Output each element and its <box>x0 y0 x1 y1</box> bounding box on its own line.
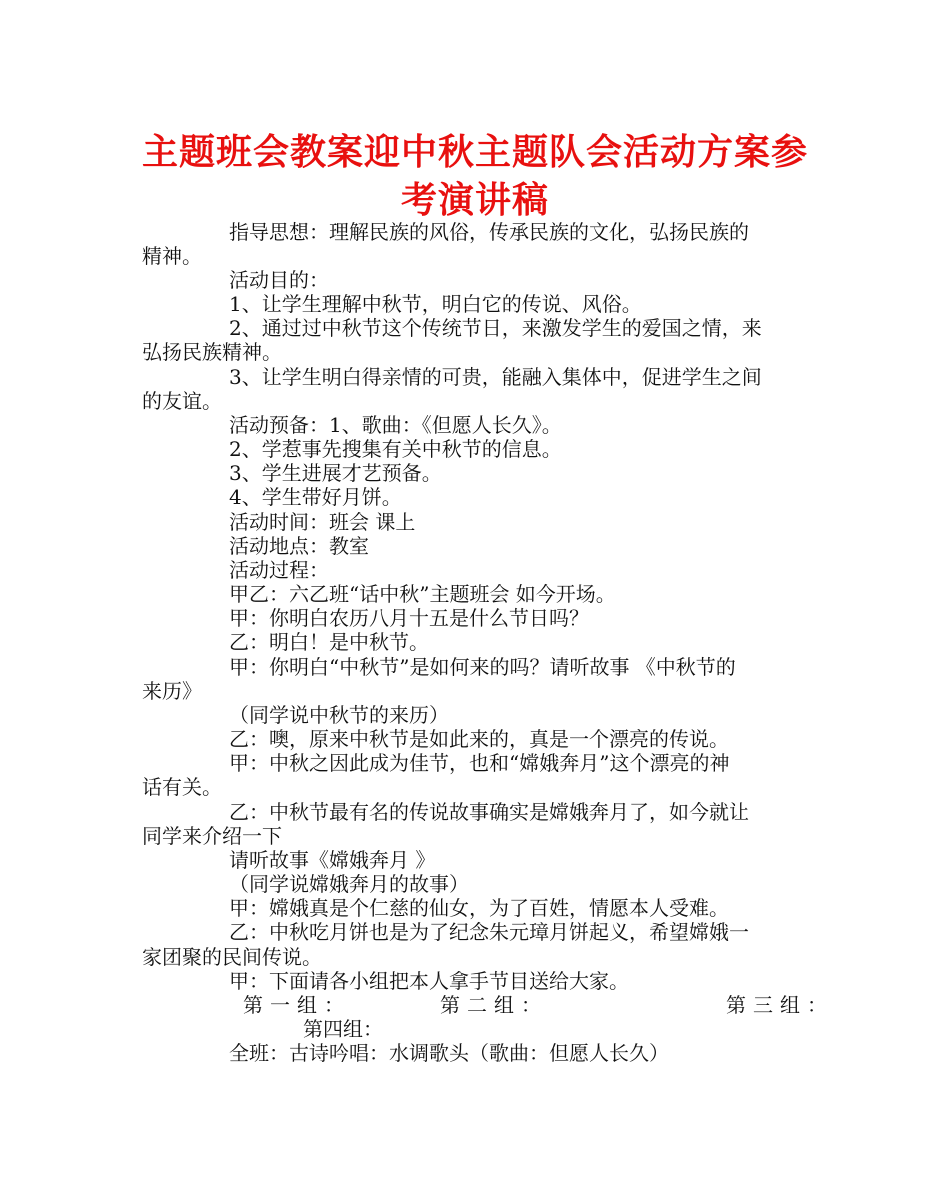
paragraph-line: 乙：中秋节最有名的传说故事确实是嫦娥奔月了，如今就让 <box>229 800 749 824</box>
paragraph-line: 3、学生进展才艺预备。 <box>229 461 442 485</box>
paragraph-line: 4、学生带好月饼。 <box>229 485 402 509</box>
document-title-line-2: 考演讲稿 <box>400 179 549 221</box>
paragraph-line: 2、通过过中秋节这个传统节日，来激发学生的爱国之情，来 <box>229 316 762 340</box>
paragraph-line: 家团聚的民间传说。 <box>142 945 322 969</box>
paragraph-line: 活动过程： <box>229 558 329 582</box>
paragraph-line: 甲乙：六乙班“话中秋”主题班会 如今开场。 <box>229 582 616 606</box>
paragraph-line: （同学说嫦娥奔月的故事） <box>229 872 469 896</box>
paragraph-line: 指导思想：理解民族的风俗，传承民族的文化，弘扬民族的 <box>229 220 749 244</box>
paragraph-line: （同学说中秋节的来历） <box>229 703 449 727</box>
paragraph-line: 的友谊。 <box>142 389 222 413</box>
paragraph-line: 同学来介绍一下 <box>142 824 282 848</box>
group-label-2: 第二组： <box>440 993 548 1017</box>
group-label-3: 第三组： <box>726 993 834 1017</box>
group-label-1: 第一组： <box>243 993 351 1017</box>
paragraph-line: 活动预备：1、歌曲：《但愿人长久》。 <box>229 413 562 437</box>
paragraph-line: 来历》 <box>142 679 202 703</box>
paragraph-line: 乙：中秋吃月饼也是为了纪念朱元璋月饼起义，希望嫦娥一 <box>229 920 749 944</box>
paragraph-line: 请听故事《嫦娥奔月 》 <box>229 848 436 872</box>
paragraph-line: 2、学惹事先搜集有关中秋节的信息。 <box>229 437 562 461</box>
paragraph-line: 活动目的： <box>229 268 329 292</box>
paragraph-line: 3、让学生明白得亲情的可贵，能融入集体中，促进学生之间 <box>229 365 762 389</box>
paragraph-line: 1、让学生理解中秋节，明白它的传说、风俗。 <box>229 292 642 316</box>
paragraph-line: 话有关。 <box>142 775 222 799</box>
paragraph-line: 甲：你明白“中秋节”是如何来的吗？请听故事 《中秋节的 <box>229 655 736 679</box>
paragraph-line: 甲：嫦娥真是个仁慈的仙女，为了百姓，情愿本人受难。 <box>229 896 729 920</box>
paragraph-line: 活动时间：班会 课上 <box>229 510 416 534</box>
paragraph-line: 弘扬民族精神。 <box>142 340 282 364</box>
document-title-line-1: 主题班会教案迎中秋主题队会活动方案参 <box>141 131 808 173</box>
paragraph-line: 甲：你明白农历八月十五是什么节日吗？ <box>229 606 589 630</box>
group-label-4: 第四组： <box>303 1017 383 1041</box>
paragraph-line: 活动地点：教室 <box>229 534 369 558</box>
paragraph-line: 精神。 <box>142 244 202 268</box>
paragraph-line: 甲：下面请各小组把本人拿手节目送给大家。 <box>229 969 629 993</box>
paragraph-line: 甲：中秋之因此成为佳节，也和“嫦娥奔月”这个漂亮的神 <box>229 751 730 775</box>
paragraph-line: 乙：噢，原来中秋节是如此来的，真是一个漂亮的传说。 <box>229 727 729 751</box>
paragraph-line: 乙：明白！是中秋节。 <box>229 630 429 654</box>
paragraph-line-final: 全班：古诗吟唱：水调歌头（歌曲：但愿人长久） <box>229 1041 669 1065</box>
